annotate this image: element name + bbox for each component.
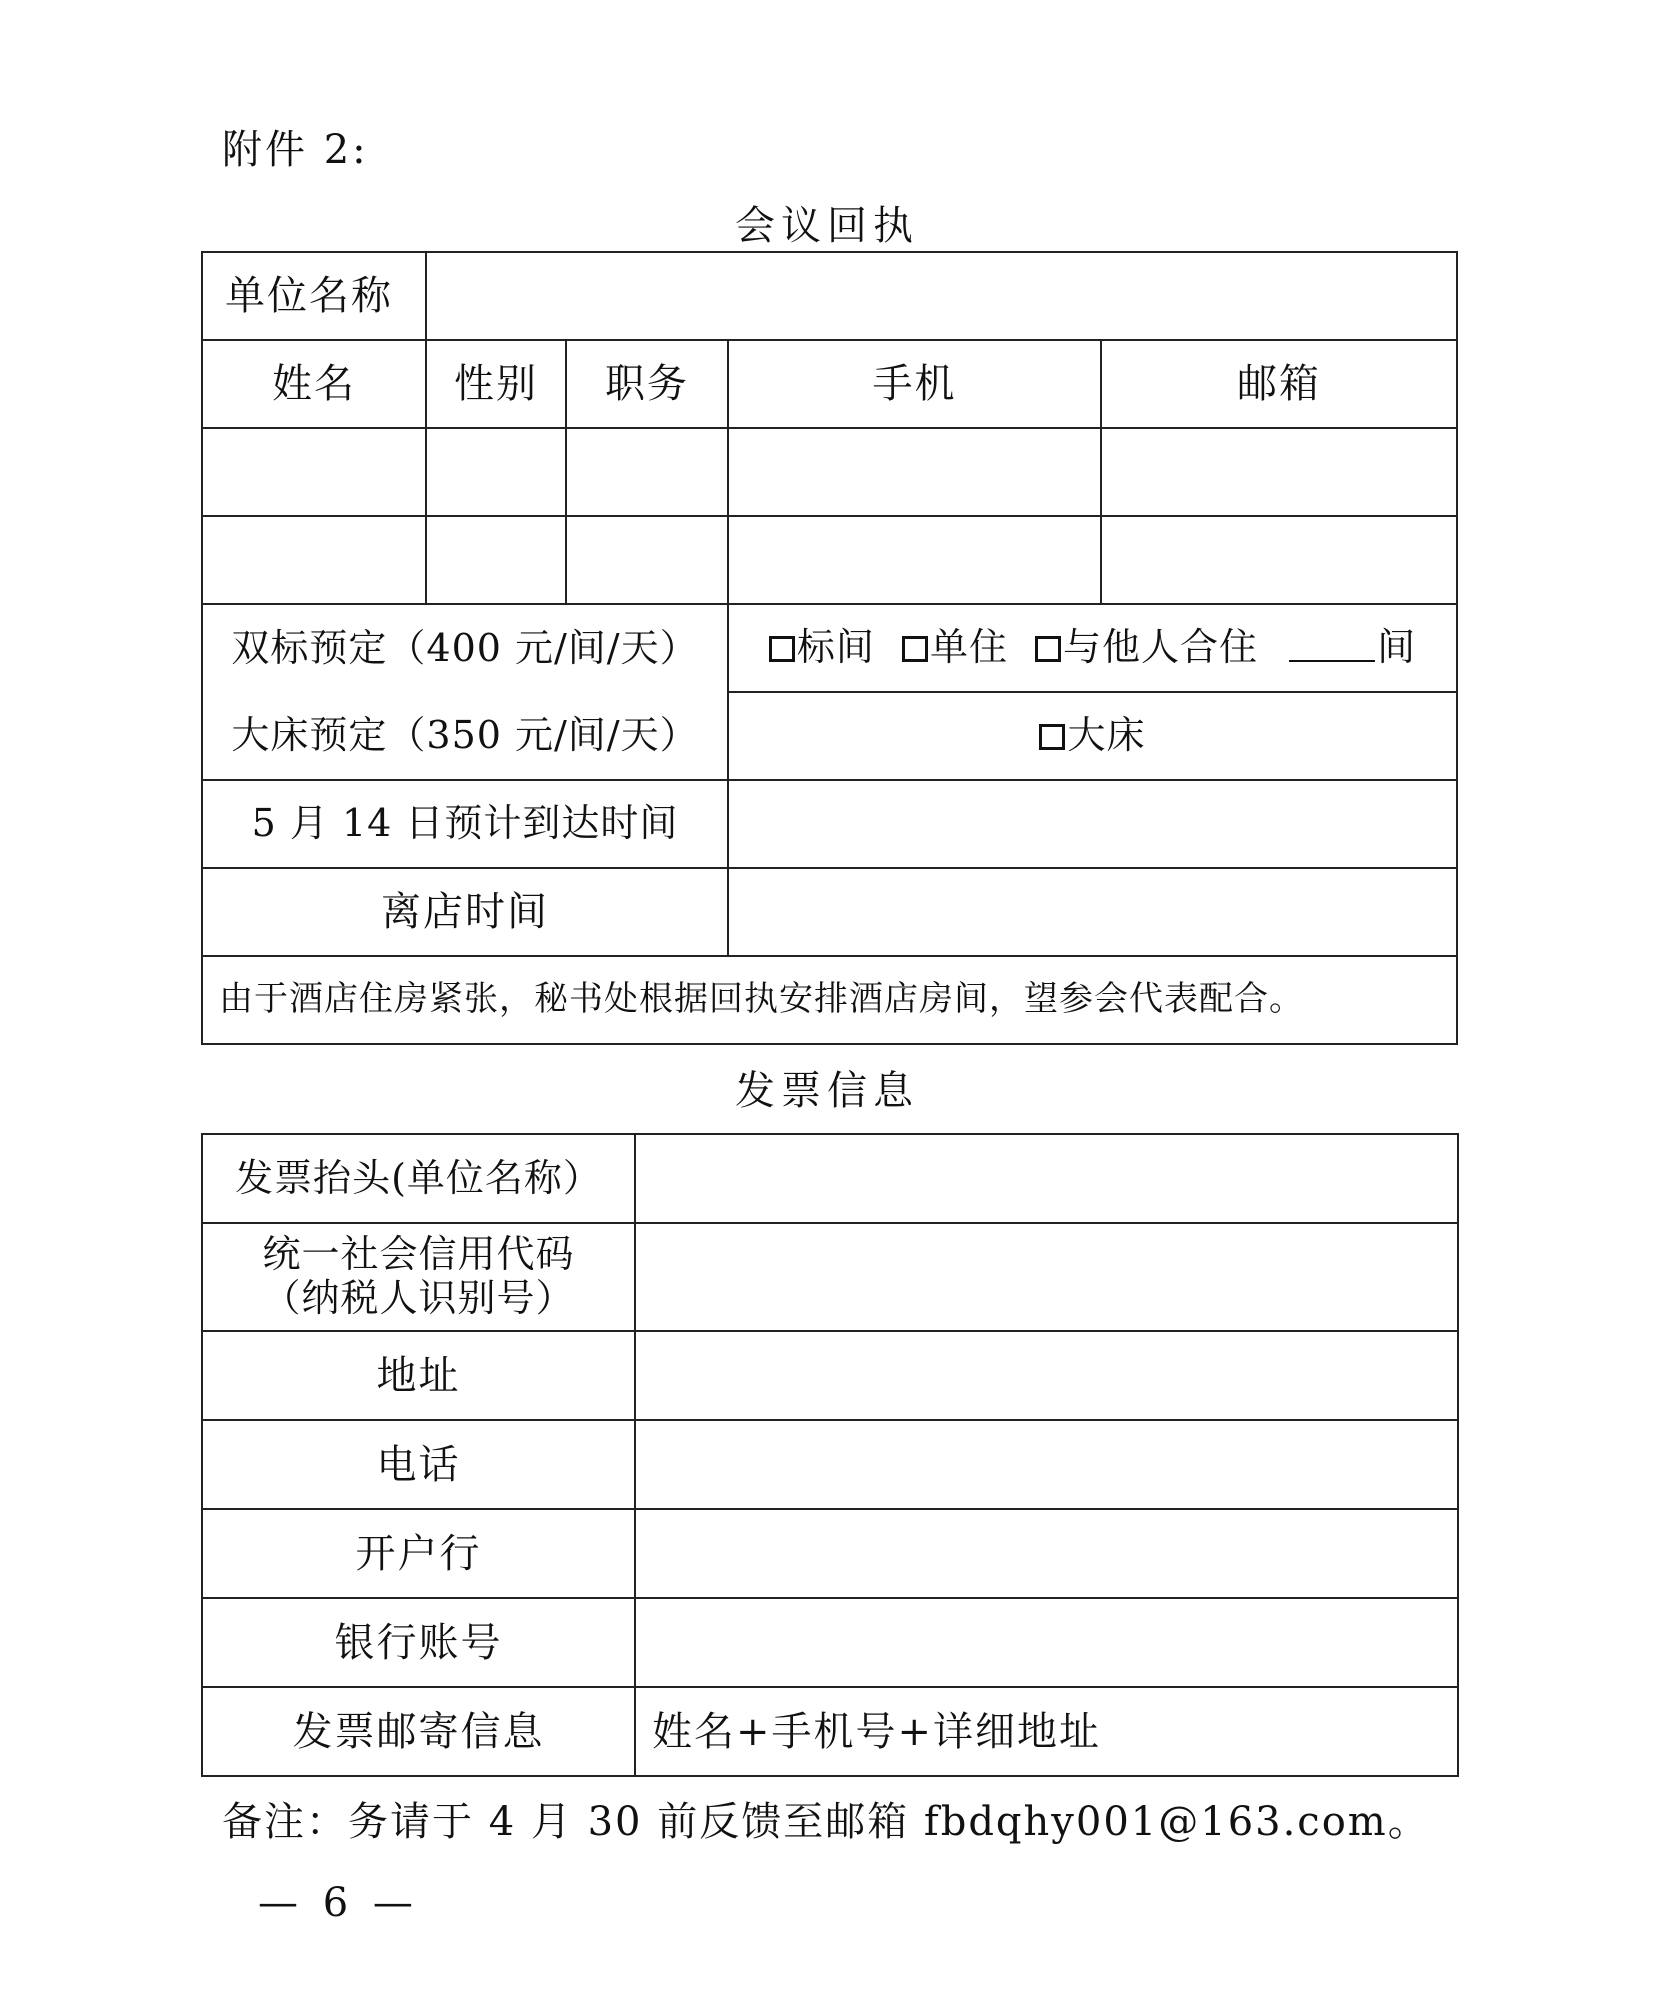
- header-phone: 手机: [728, 340, 1101, 428]
- gender-field[interactable]: [426, 428, 566, 516]
- checkbox-icon[interactable]: [902, 636, 928, 662]
- header-name: 姓名: [202, 340, 426, 428]
- invoice-table: [201, 1133, 1459, 1777]
- phone-field[interactable]: [728, 516, 1101, 604]
- email-field[interactable]: [1101, 516, 1457, 604]
- arrival-time-label: 5 月 14 日预计到达时间: [202, 780, 728, 868]
- header-email: 邮箱: [1101, 340, 1457, 428]
- name-field[interactable]: [202, 428, 426, 516]
- receipt-table: [201, 251, 1458, 1045]
- rooms-suffix: 间: [1377, 625, 1417, 670]
- phone-field[interactable]: [728, 428, 1101, 516]
- bank-label: 开户行: [202, 1509, 635, 1598]
- option-label: 标间: [796, 625, 875, 670]
- attendee-row: [202, 428, 1457, 516]
- credit-code-field[interactable]: [635, 1223, 1458, 1331]
- king-room-label: 大床预定（350 元/间/天）: [202, 692, 728, 780]
- bank-field[interactable]: [635, 1509, 1458, 1598]
- credit-code-label-line2: （纳税人识别号）: [262, 1276, 575, 1320]
- receipt-title: 会议回执: [735, 203, 919, 249]
- unit-name-field[interactable]: [426, 252, 1457, 340]
- header-position: 职务: [566, 340, 728, 428]
- invoice-title: 发票信息: [735, 1068, 919, 1114]
- hotel-notice: 由于酒店住房紧张，秘书处根据回执安排酒店房间，望参会代表配合。: [202, 956, 1457, 1044]
- bank-account-label: 银行账号: [202, 1598, 635, 1687]
- twin-room-options: [728, 604, 1457, 692]
- phone-label: 电话: [202, 1420, 635, 1509]
- phone-number-field[interactable]: [635, 1420, 1458, 1509]
- invoice-header-label: 发票抬头(单位名称）: [202, 1134, 635, 1223]
- option-single-occupancy[interactable]: [902, 625, 1008, 669]
- mailing-info-label: 发票邮寄信息: [202, 1687, 635, 1776]
- arrival-time-field[interactable]: [728, 780, 1457, 868]
- departure-time-label: 离店时间: [202, 868, 728, 956]
- option-standard-room[interactable]: [769, 625, 875, 669]
- twin-room-label: 双标预定（400 元/间/天）: [202, 604, 728, 692]
- credit-code-label-line1: 统一社会信用代码: [262, 1232, 575, 1277]
- option-label: 大床: [1067, 713, 1146, 758]
- departure-time-field[interactable]: [728, 868, 1457, 956]
- bank-account-field[interactable]: [635, 1598, 1458, 1687]
- king-room-option[interactable]: [728, 692, 1457, 780]
- invoice-header-field[interactable]: [635, 1134, 1458, 1223]
- checkbox-icon[interactable]: [1039, 724, 1065, 750]
- address-field[interactable]: [635, 1331, 1458, 1420]
- credit-code-label: [202, 1223, 635, 1331]
- name-field[interactable]: [202, 516, 426, 604]
- option-shared-room[interactable]: [1035, 625, 1258, 669]
- address-label: 地址: [202, 1331, 635, 1420]
- room-count-blank[interactable]: [1289, 626, 1375, 662]
- option-label: 单住: [929, 625, 1008, 670]
- header-gender: 性别: [426, 340, 566, 428]
- attachment-label: 附件 2:: [222, 127, 369, 173]
- position-field[interactable]: [566, 428, 728, 516]
- option-label: 与他人合住: [1063, 625, 1259, 670]
- position-field[interactable]: [566, 516, 728, 604]
- checkbox-icon[interactable]: [769, 636, 795, 662]
- page-number: — 6 —: [258, 1880, 419, 1926]
- email-field[interactable]: [1101, 428, 1457, 516]
- footer-note: 备注：务请于 4 月 30 前反馈至邮箱 fbdqhy001@163.com。: [222, 1799, 1430, 1845]
- unit-name-label: 单位名称: [202, 252, 426, 340]
- mailing-info-field[interactable]: 姓名+手机号+详细地址: [635, 1687, 1458, 1776]
- attendee-row: [202, 516, 1457, 604]
- gender-field[interactable]: [426, 516, 566, 604]
- checkbox-icon[interactable]: [1035, 636, 1061, 662]
